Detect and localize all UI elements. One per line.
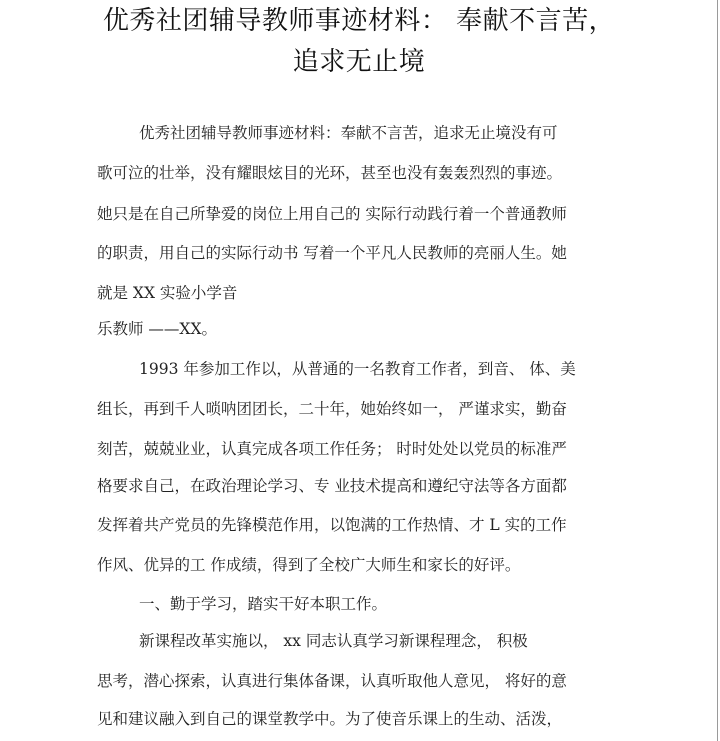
paragraph-2-line-5: 发挥着共产党员的先锋模范作用，以饱满的工作热情、才 L 实的工作 — [97, 516, 567, 534]
paragraph-1-line-3: 她只是在自己所挚爱的岗位上用自己的 实际行动践行着一个普通教师 — [97, 205, 567, 223]
paragraph-2-line-4: 格要求自己，在政治理论学习、专 业技术提高和遵纪守法等各方面都 — [97, 477, 567, 495]
section-heading-1: 一、勤于学习，踏实干好本职工作。 — [139, 595, 388, 613]
paragraph-2-line-3: 刻苦，兢兢业业，认真完成各项工作任务； 时时处处以党员的标准严 — [97, 440, 567, 458]
paragraph-2-line-6: 作风、优异的工 作成绩，得到了全校广大师生和家长的好评。 — [97, 556, 521, 574]
paragraph-1-line-5: 就是 XX 实验小学音 — [97, 284, 238, 302]
document-title-line-2: 追求无止境 — [292, 47, 426, 77]
paragraph-2-line-1: 1993 年参加工作以，从普通的一名教育工作者，到音、 体、美 — [139, 360, 576, 378]
paragraph-1-line-4: 的职责，用自己的实际行动书 写着一个平凡人民教师的亮丽人生。她 — [97, 244, 567, 262]
paragraph-3-line-1: 新课程改革实施以， xx 同志认真学习新课程理念， 积极 — [139, 632, 528, 650]
document-title-line-1: 优秀社团辅导教师事迹材料： 奉献不言苦， — [102, 6, 616, 36]
paragraph-1-line-6: 乐教师 ——XX。 — [97, 320, 217, 338]
paragraph-3-line-2: 思考，潜心探索，认真进行集体备课，认真听取他人意见， 将好的意 — [97, 672, 567, 690]
paragraph-2-line-2: 组长，再到千人唢呐团团长，二十年，她始终如一， 严谨求实，勤奋 — [97, 400, 567, 418]
paragraph-1-line-1: 优秀社团辅导教师事迹材料：奉献不言苦，追求无止境没有可 — [139, 124, 558, 142]
paragraph-1-line-2: 歌可泣的壮举，没有耀眼炫目的光环，甚至也没有轰轰烈烈的事迹。 — [97, 164, 563, 182]
paragraph-3-line-3: 见和建议融入到自己的课堂教学中。为了使音乐课上的生动、活泼， — [97, 710, 563, 728]
